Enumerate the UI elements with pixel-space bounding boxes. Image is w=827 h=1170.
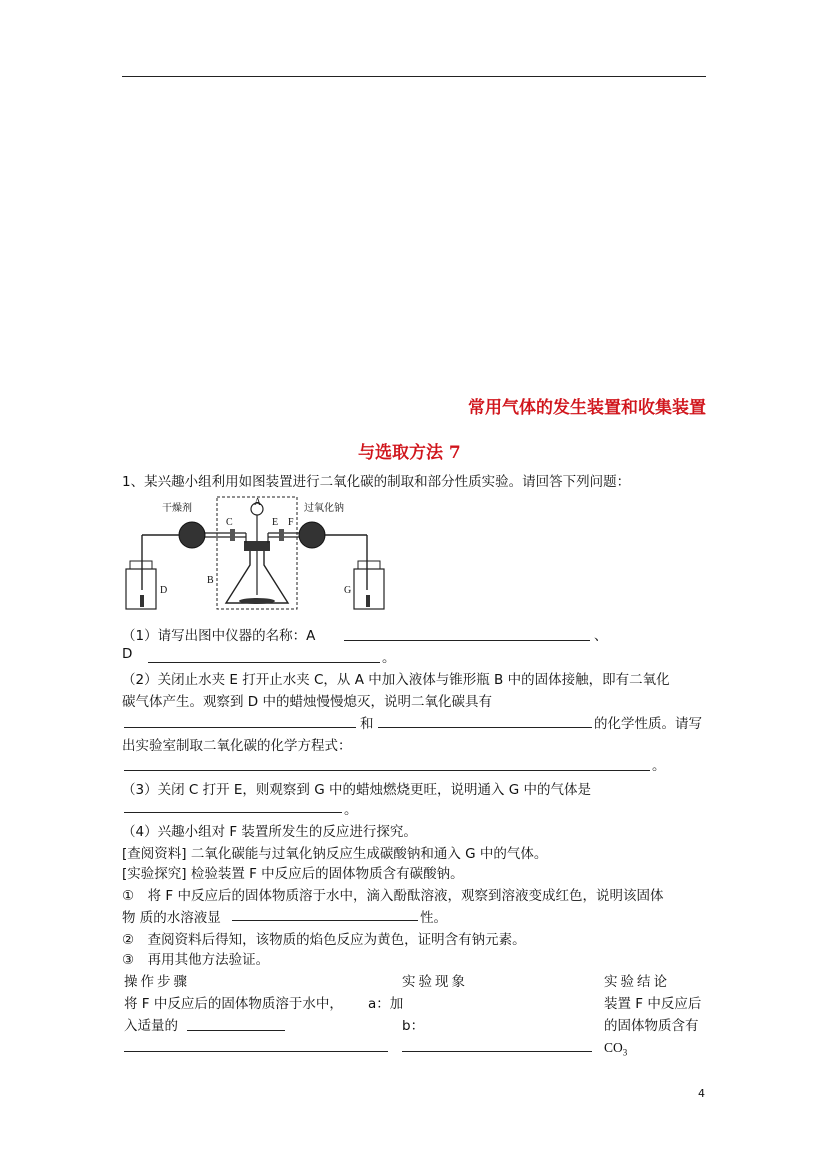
page-number: 4	[698, 1087, 705, 1100]
step2-line: ② 查阅资料后得知，该物质的焰色反应为黄色，证明含有钠元素。	[122, 932, 526, 948]
answer-blank-d[interactable]	[148, 662, 380, 663]
answer-blank-operation[interactable]	[124, 1051, 388, 1052]
answer-blank-a[interactable]	[344, 640, 590, 641]
sodium-peroxide-label: 过氧化钠	[304, 503, 344, 514]
answer-blank-acidity[interactable]	[232, 920, 418, 921]
table-op-line2: 入适量的	[124, 1018, 178, 1034]
q1-part2-tail: 的化学性质。请写	[594, 716, 702, 732]
table-header-observation: 实验现象	[402, 974, 468, 990]
table-conclusion-co3: $CO_3$	[604, 1040, 628, 1058]
header-rule	[122, 76, 706, 77]
label-g: G	[344, 585, 352, 596]
table-header-conclusion: 实验结论	[604, 974, 670, 990]
reference-line: [查阅资料] 二氧化碳能与过氧化钠反应生成碳酸钠和通入 G 中的气体。	[122, 846, 548, 862]
document-subtitle: 与选取方法 7	[358, 443, 461, 463]
drying-tube-right	[299, 522, 325, 548]
label-a: A	[254, 497, 262, 508]
step1-line2: 物 质的水溶液显	[122, 910, 221, 926]
label-d: D	[160, 585, 168, 596]
label-b: B	[207, 575, 214, 586]
question-1-intro: 1、某兴趣小组利用如图装置进行二氧化碳的制取和部分性质实验。请回答下列问题：	[122, 474, 631, 490]
table-conclusion-line1: 装置 F 中反应后	[604, 996, 702, 1012]
answer-blank-gas[interactable]	[124, 812, 342, 813]
answer-blank-property1[interactable]	[124, 727, 356, 728]
q1-part3-period: 。	[344, 802, 358, 818]
q1-part2-and: 和	[360, 716, 374, 732]
q1-part4-line1: （4）兴趣小组对 F 装置所发生的反应进行探究。	[122, 824, 417, 840]
q1-part2-line1: （2）关闭止水夹 E 打开止水夹 C，从 A 中加入液体与锥形瓶 B 中的固体接触，即有二氧化	[122, 672, 670, 688]
experiment-line: [实验探究] 检验装置 F 中反应后的固体物质含有碳酸钠。	[122, 866, 464, 882]
answer-blank-property2[interactable]	[378, 727, 592, 728]
q1-part2-line4: 出实验室制取二氧化碳的化学方程式：	[122, 738, 352, 754]
q1-part1-d: D	[122, 646, 133, 662]
answer-blank-observation[interactable]	[402, 1051, 592, 1052]
document-title: 常用气体的发生装置和收集装置	[468, 398, 706, 418]
table-conclusion-line2: 的固体物质含有	[604, 1018, 699, 1034]
table-header-steps: 操作步骤	[124, 974, 190, 990]
step1-tail: 性。	[420, 910, 447, 926]
answer-blank-reagent[interactable]	[187, 1030, 285, 1031]
step3-line: ③ 再用其他方法验证。	[122, 952, 270, 968]
drying-tube-left	[179, 522, 205, 548]
q1-part2-period: 。	[652, 758, 666, 774]
label-c: C	[226, 517, 233, 528]
drying-agent-label: 干燥剂	[162, 503, 192, 514]
q1-part1-period: 。	[382, 650, 396, 666]
q1-part1-sep: 、	[594, 628, 608, 644]
q1-part2-line2: 碳气体产生。观察到 D 中的蜡烛慢慢熄灭，说明二氧化碳具有	[122, 694, 492, 710]
table-obs-a: a：加	[368, 996, 404, 1012]
step1-line1: ① 将 F 中反应后的固体物质溶于水中，滴入酚酞溶液，观察到溶液变成红色，说明该固体	[122, 888, 664, 904]
q1-part1-a: （1）请写出图中仪器的名称：A	[122, 628, 316, 644]
answer-blank-equation[interactable]	[124, 770, 650, 771]
table-op-line1: 将 F 中反应后的固体物质溶于水中，	[124, 996, 343, 1012]
label-e: E	[272, 517, 279, 528]
stopper	[244, 541, 270, 551]
q1-part3-line1: （3）关闭 C 打开 E，则观察到 G 中的蜡烛燃烧更旺，说明通入 G 中的气体是	[122, 782, 592, 798]
table-obs-b: b：	[402, 1018, 425, 1034]
label-f: F	[288, 517, 294, 528]
apparatus-figure	[122, 495, 390, 615]
